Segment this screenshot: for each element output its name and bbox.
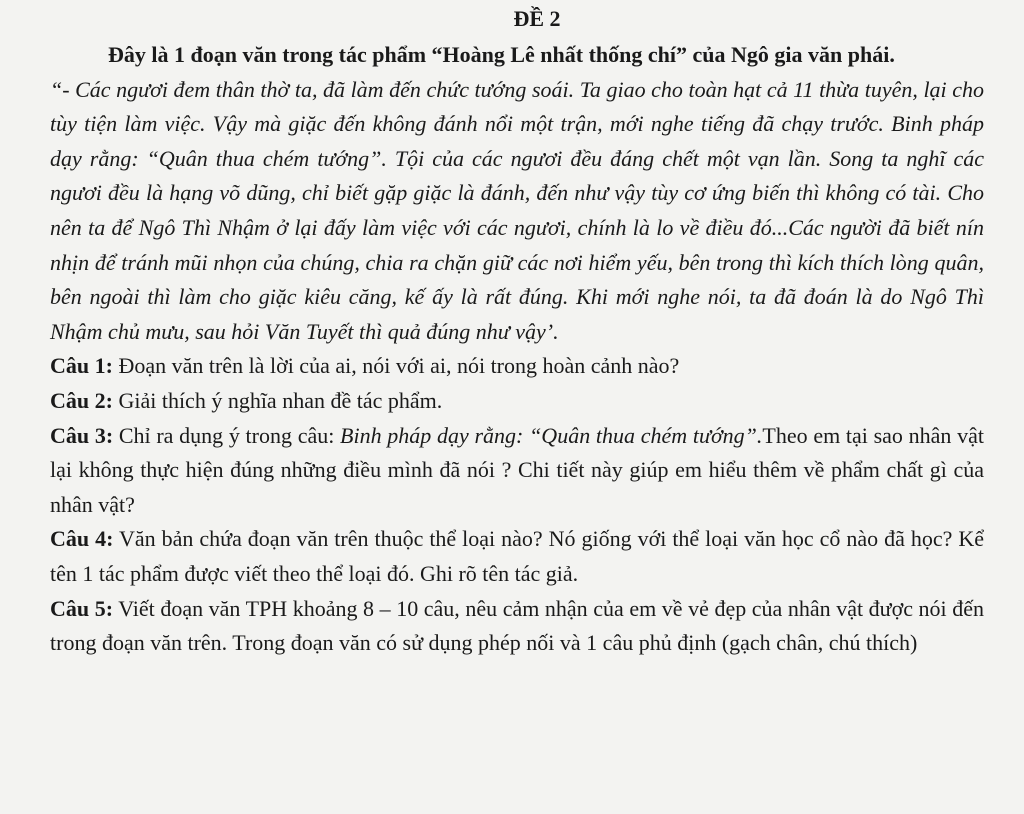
intro-paragraph: Đây là 1 đoạn văn trong tác phẩm “Hoàng Lê nhất thống chí” của Ngô gia văn phái.	[108, 42, 895, 67]
question-4-text: Văn bản chứa đoạn văn trên thuộc thể loại nào? Nó giống với thể loại văn học cổ nào đã học? Kể tên 1 tác phẩm được viết theo thể loại đó. Ghi rõ tên tác giả.	[50, 526, 984, 586]
question-3-label: Câu 3:	[50, 422, 114, 448]
question-2	[50, 384, 984, 419]
excerpt-paragraph: “- Các ngươi đem thân thờ ta, đã làm đến chức tướng soái. Ta giao cho toàn hạt cả 11 thừa tuyên, lại cho tùy tiện làm việc. Vậy mà giặc đến không đánh nổi một trận, mới nghe tiếng đã chạy trước. Binh pháp dạy rằng: “Quân thua chém tướng”. Tội của các ngươi đều đáng chết một vạn lần. Song ta nghĩ các ngươi đều là hạng võ dũng, chỉ biết gặp giặc là đánh, đến như vậy tùy cơ ứng biến thì không có tài. Cho nên ta để Ngô Thì Nhậm ở lại đấy làm việc với các ngươi, chính là lo về điều đó...Các người đã biết nín nhịn để tránh mũi nhọn của chúng, chia ra chặn giữ các nơi hiểm yếu, bên trong thì kích thích lòng quân, bên ngoài thì làm cho giặc kiêu căng, kế ấy là rất đúng. Khi mới nghe nói, ta đã đoán là do Ngô Thì Nhậm chủ mưu, sau hỏi Văn Tuyết thì quả đúng như vậy’.	[50, 76, 984, 344]
question-5	[50, 592, 984, 661]
question-1	[50, 349, 984, 384]
question-2-text: Giải thích ý nghĩa nhan đề tác phẩm.	[112, 387, 443, 413]
exam-title: ĐỀ 2	[513, 6, 561, 31]
question-3-text-before: Chỉ ra dụng ý trong câu:	[113, 422, 341, 448]
question-3	[50, 419, 984, 523]
question-1-text: Đoạn văn trên là lời của ai, nói với ai, nói trong hoàn cảnh nào?	[112, 353, 680, 379]
question-1-label: Câu 1:	[50, 353, 113, 379]
question-3-italic-quote: Binh pháp dạy rằng: “Quân thua chém tướng”.	[340, 422, 763, 448]
question-2-label: Câu 2:	[50, 387, 113, 413]
question-3-text-after: Theo em tại sao nhân vật lại không thực hiện đúng những điều mình đã nói ? Chi tiết này giúp em hiểu thêm về phẩm chất gì của nhân vật?	[50, 422, 984, 517]
question-5-text: Viết đoạn văn TPH khoảng 8 – 10 câu, nêu cảm nhận của em về vẻ đẹp của nhân vật được nói đến trong đoạn văn trên. Trong đoạn văn có sử dụng phép nối và 1 câu phủ định (gạch chân, chú thích)	[50, 595, 985, 656]
question-4-label: Câu 4:	[50, 526, 114, 552]
question-5-label: Câu 5:	[50, 595, 114, 621]
question-4	[50, 522, 984, 591]
